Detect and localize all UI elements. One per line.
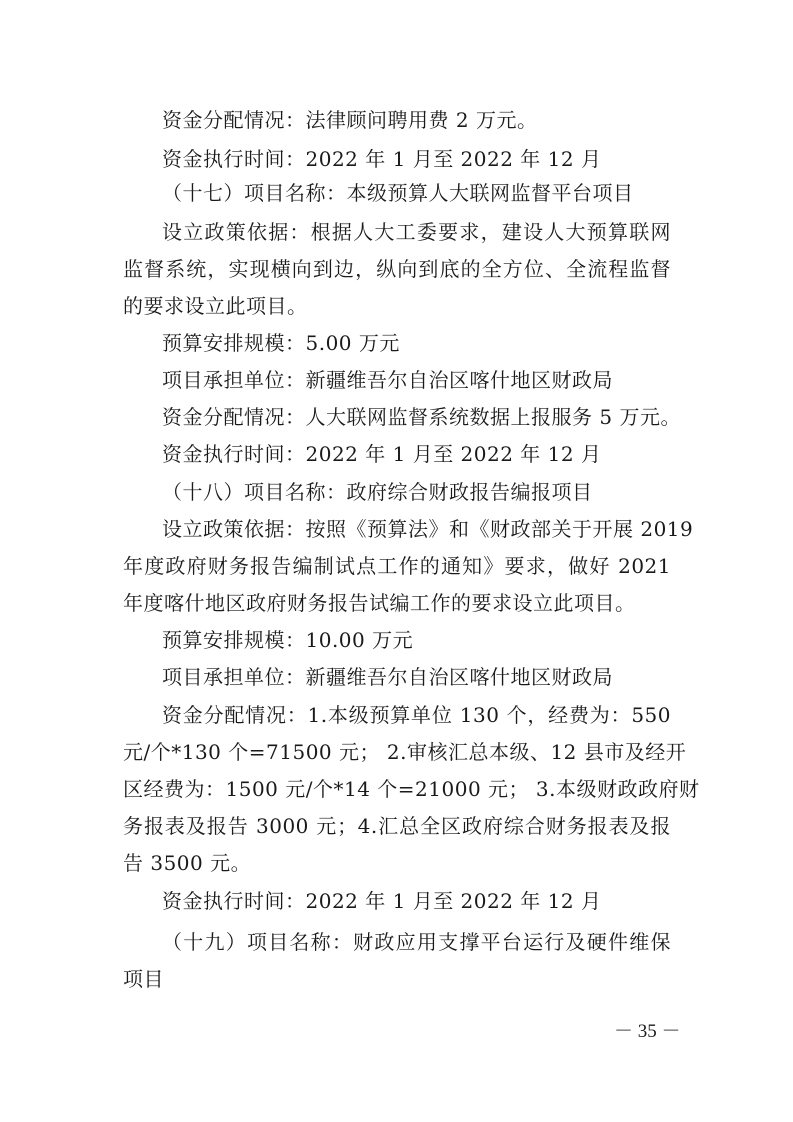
project-18-policy-line-2: 年度政府财务报告编制试点工作的通知》要求，做好 2021: [123, 554, 671, 578]
project-17-title: （十七）项目名称：本级预算人大联网监督平台项目: [162, 181, 634, 205]
project-18-allocation-line-4: 务报表及报告 3000 元；4.汇总全区政府综合财务报表及报: [123, 814, 671, 838]
project-18-allocation-line-2: 元/个*130 个=71500 元； 2.审核汇总本级、12 县市及经开: [123, 740, 687, 764]
project-18-allocation-line-1: 资金分配情况：1.本级预算单位 130 个，经费为：550: [162, 703, 671, 727]
page-number: － 35 －: [614, 1021, 681, 1042]
project-18-policy-line-1: 设立政策依据：按照《预算法》和《财政部关于开展 2019: [162, 517, 694, 541]
project-18-allocation-line-3: 区经费为：1500 元/个*14 个=21000 元； 3.本级财政政府财: [123, 777, 700, 801]
project-17-policy-line-1: 设立政策依据：根据人大工委要求，建设人大预算联网: [162, 220, 671, 244]
project-17-policy-line-3: 的要求设立此项目。: [123, 294, 308, 318]
fund-allocation-legal: 资金分配情况：法律顾问聘用费 2 万元。: [162, 108, 538, 132]
project-17-unit: 项目承担单位：新疆维吾尔自治区喀什地区财政局: [162, 368, 613, 392]
project-18-policy-line-3: 年度喀什地区政府财务报告试编工作的要求设立此项目。: [123, 591, 636, 615]
project-17-policy-line-2: 监督系统，实现横向到边，纵向到底的全方位、全流程监督: [123, 257, 671, 281]
project-17-execution-time: 资金执行时间：2022 年 1 月至 2022 年 12 月: [162, 442, 602, 466]
project-18-execution-time: 资金执行时间：2022 年 1 月至 2022 年 12 月: [162, 889, 602, 913]
execution-time-16: 资金执行时间：2022 年 1 月至 2022 年 12 月: [162, 147, 602, 171]
project-18-allocation-line-5: 告 3500 元。: [123, 851, 252, 875]
project-17-allocation: 资金分配情况：人大联网监督系统数据上报服务 5 万元。: [162, 405, 681, 429]
project-18-title: （十八）项目名称：政府综合财政报告编报项目: [162, 480, 593, 504]
project-19-title-line-2: 项目: [123, 967, 164, 991]
project-19-title-line-1: （十九）项目名称：财政应用支撑平台运行及硬件维保: [162, 930, 671, 954]
project-18-budget: 预算安排规模：10.00 万元: [162, 628, 414, 652]
project-18-unit: 项目承担单位：新疆维吾尔自治区喀什地区财政局: [162, 665, 613, 689]
project-17-budget: 预算安排规模：5.00 万元: [162, 331, 400, 355]
